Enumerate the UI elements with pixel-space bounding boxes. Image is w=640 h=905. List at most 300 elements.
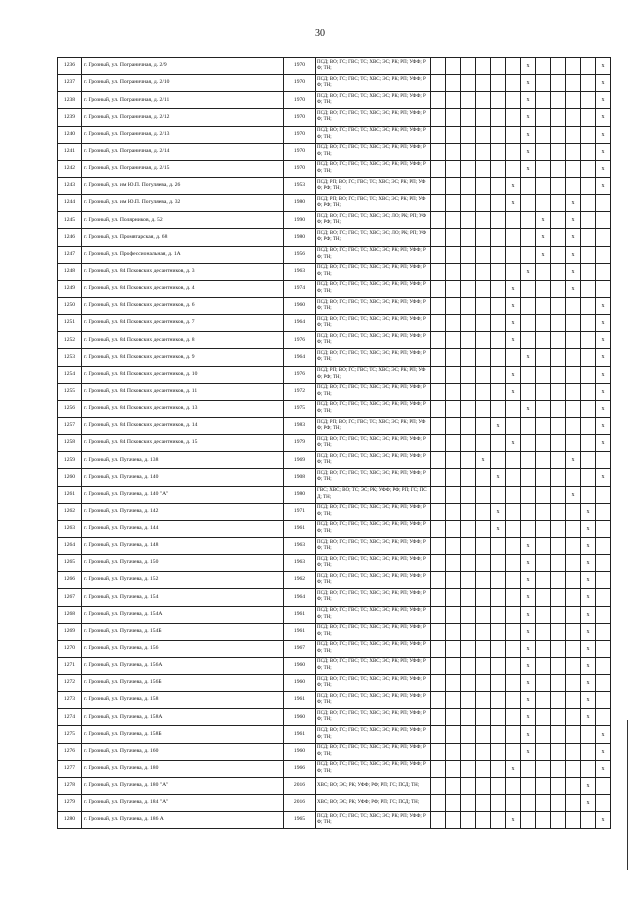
row-mark	[461, 349, 476, 366]
table-row	[58, 452, 611, 469]
row-mark	[446, 777, 461, 794]
row-mark	[476, 109, 491, 126]
row-number: 1236	[58, 58, 82, 75]
row-address: г. Грозный, ул. 84 Псковских десантников, д. 8	[82, 332, 284, 349]
row-mark	[476, 657, 491, 674]
row-mark	[506, 589, 521, 606]
table-row	[58, 795, 611, 812]
row-mark	[521, 417, 536, 434]
row-mark	[491, 58, 506, 75]
row-mark	[491, 126, 506, 143]
row-mark	[581, 92, 596, 109]
row-mark	[551, 795, 566, 812]
row-mark	[431, 692, 446, 709]
row-mark: x	[521, 572, 536, 589]
row-mark	[431, 606, 446, 623]
row-number: 1251	[58, 315, 82, 332]
row-address: г. Грозный, ул. Пугачева, д. 142	[82, 503, 284, 520]
row-address: г. Грозный, ул. 84 Псковских десантников, д. 14	[82, 417, 284, 434]
row-mark	[566, 760, 581, 777]
row-mark	[491, 452, 506, 469]
row-mark	[596, 246, 611, 263]
row-mark	[551, 417, 566, 434]
row-mark	[536, 109, 551, 126]
row-number: 1268	[58, 606, 82, 623]
row-mark	[551, 657, 566, 674]
row-year: 2016	[284, 795, 316, 812]
row-mark	[506, 777, 521, 794]
row-mark	[551, 486, 566, 503]
row-mark	[551, 92, 566, 109]
row-mark	[551, 743, 566, 760]
row-mark	[431, 246, 446, 263]
row-mark	[476, 58, 491, 75]
row-mark: x	[596, 177, 611, 194]
row-mark	[506, 452, 521, 469]
row-mark	[491, 435, 506, 452]
row-mark	[431, 555, 446, 572]
row-mark	[566, 777, 581, 794]
row-mark	[551, 777, 566, 794]
row-mark	[446, 75, 461, 92]
row-mark	[446, 58, 461, 75]
row-mark: x	[521, 143, 536, 160]
row-year: 1970	[284, 92, 316, 109]
row-mark	[521, 760, 536, 777]
row-address: г. Грозный, ул. Пугачева, д. 140	[82, 469, 284, 486]
row-mark	[476, 709, 491, 726]
row-mark	[461, 503, 476, 520]
row-mark	[566, 795, 581, 812]
row-mark	[431, 160, 446, 177]
row-year: 1961	[284, 623, 316, 640]
row-address: г. Грозный, ул. Пугачева, д. 156Б	[82, 675, 284, 692]
row-mark	[536, 486, 551, 503]
table-row	[58, 332, 611, 349]
row-mark	[491, 75, 506, 92]
row-mark: x	[566, 263, 581, 280]
row-mark	[461, 520, 476, 537]
row-mark	[476, 777, 491, 794]
row-mark	[446, 195, 461, 212]
row-systems: ПСД; ВО; ГС; ГВС; ТС; ХВС; ЭС; РК; РП; УФФ; РФ; ТН;	[316, 726, 431, 743]
row-mark	[431, 760, 446, 777]
row-mark: x	[476, 452, 491, 469]
row-mark	[431, 503, 446, 520]
row-mark	[581, 435, 596, 452]
row-mark: x	[491, 469, 506, 486]
row-mark	[551, 315, 566, 332]
row-mark	[476, 435, 491, 452]
row-mark	[566, 177, 581, 194]
row-mark	[491, 92, 506, 109]
row-mark	[431, 58, 446, 75]
row-mark	[596, 212, 611, 229]
row-mark: x	[506, 297, 521, 314]
row-mark	[461, 195, 476, 212]
row-mark	[506, 263, 521, 280]
row-mark	[596, 623, 611, 640]
row-systems: ПСД; ВО; ГС; ГВС; ТС; ХВС; ЭС; РК; РП; УФФ; РФ; ТН;	[316, 812, 431, 829]
row-mark	[461, 297, 476, 314]
table-row	[58, 640, 611, 657]
row-mark: x	[566, 486, 581, 503]
row-mark	[446, 143, 461, 160]
row-mark	[461, 486, 476, 503]
row-number: 1246	[58, 229, 82, 246]
row-mark	[566, 812, 581, 829]
row-mark	[461, 795, 476, 812]
row-mark	[476, 280, 491, 297]
row-mark	[506, 709, 521, 726]
row-year: 1960	[284, 675, 316, 692]
row-mark	[476, 143, 491, 160]
row-mark	[581, 246, 596, 263]
row-mark	[476, 795, 491, 812]
row-mark	[446, 675, 461, 692]
row-year: 1956	[284, 246, 316, 263]
row-address: г. Грозный, ул. Пугачева, д. 154А	[82, 606, 284, 623]
row-mark: x	[596, 366, 611, 383]
row-mark	[536, 657, 551, 674]
row-mark	[446, 692, 461, 709]
row-mark	[461, 229, 476, 246]
row-year: 1964	[284, 315, 316, 332]
row-mark: x	[566, 246, 581, 263]
row-mark	[551, 812, 566, 829]
row-number: 1254	[58, 366, 82, 383]
row-mark: x	[536, 212, 551, 229]
row-mark	[551, 383, 566, 400]
row-systems: ПСД; ВО; ГС; ГВС; ТС; ХВС; ЭС; РК; РП; УФФ; РФ; ТН;	[316, 452, 431, 469]
row-mark	[581, 452, 596, 469]
row-mark: x	[596, 435, 611, 452]
row-mark	[581, 126, 596, 143]
row-address: г. Грозный, ул. Пограничная, д. 2/14	[82, 143, 284, 160]
row-mark	[461, 469, 476, 486]
row-mark	[446, 366, 461, 383]
row-systems: ПСД; ВО; ГС; ГВС; ТС; ХВС; ЭС; РК; РП; УФФ; РФ; ТН;	[316, 400, 431, 417]
row-mark	[461, 58, 476, 75]
row-mark	[566, 143, 581, 160]
row-address: г. Грозный, ул. Пугачева, д. 158А	[82, 709, 284, 726]
row-mark	[491, 657, 506, 674]
row-mark: x	[581, 503, 596, 520]
row-mark	[506, 743, 521, 760]
row-mark	[521, 177, 536, 194]
row-mark	[506, 469, 521, 486]
row-mark	[566, 75, 581, 92]
row-number: 1258	[58, 435, 82, 452]
row-mark: x	[506, 315, 521, 332]
row-year: 1965	[284, 812, 316, 829]
row-mark	[596, 657, 611, 674]
row-mark	[566, 572, 581, 589]
row-mark	[566, 126, 581, 143]
row-number: 1245	[58, 212, 82, 229]
row-mark	[566, 297, 581, 314]
row-address: г. Грозный, ул. Пограничная, д. 2/15	[82, 160, 284, 177]
row-mark	[536, 812, 551, 829]
row-mark	[551, 177, 566, 194]
row-year: 1970	[284, 75, 316, 92]
row-mark: x	[596, 58, 611, 75]
row-mark	[446, 280, 461, 297]
row-mark	[521, 435, 536, 452]
row-systems: ПСД; ВО; ГС; ГВС; ТС; ХВС; ЭС; РК; РП; УФФ; РФ; ТН;	[316, 589, 431, 606]
row-mark	[566, 657, 581, 674]
row-mark	[491, 177, 506, 194]
row-address: г. Грозный, ул. им Ю.П. Погуляева, д. 32	[82, 195, 284, 212]
row-number: 1262	[58, 503, 82, 520]
row-mark	[521, 212, 536, 229]
row-mark	[596, 452, 611, 469]
row-number: 1270	[58, 640, 82, 657]
row-mark	[506, 692, 521, 709]
row-mark	[491, 760, 506, 777]
table-row	[58, 229, 611, 246]
row-mark	[551, 195, 566, 212]
row-mark	[476, 126, 491, 143]
row-mark: x	[581, 606, 596, 623]
row-mark: x	[521, 400, 536, 417]
row-mark	[431, 212, 446, 229]
row-number: 1280	[58, 812, 82, 829]
row-mark	[506, 58, 521, 75]
row-mark	[446, 555, 461, 572]
row-mark	[476, 726, 491, 743]
row-mark	[506, 75, 521, 92]
row-mark	[431, 417, 446, 434]
row-mark: x	[521, 555, 536, 572]
row-mark	[446, 589, 461, 606]
row-mark	[551, 400, 566, 417]
row-number: 1272	[58, 675, 82, 692]
row-number: 1265	[58, 555, 82, 572]
row-mark	[551, 143, 566, 160]
row-mark	[446, 263, 461, 280]
row-address: г. Грозный, ул. Пугачева, д. 152	[82, 572, 284, 589]
row-mark	[566, 469, 581, 486]
table-row	[58, 417, 611, 434]
row-mark	[446, 743, 461, 760]
row-mark	[461, 383, 476, 400]
row-mark	[506, 555, 521, 572]
table-row	[58, 486, 611, 503]
row-systems: ПСД; ВО; ГС; ГВС; ТС; ХВС; ЭС; РК; РП; УФФ; РФ; ТН;	[316, 469, 431, 486]
row-mark	[521, 469, 536, 486]
row-mark	[461, 555, 476, 572]
row-year: 1953	[284, 177, 316, 194]
row-address: г. Грозный, ул. 84 Псковских десантников, д. 11	[82, 383, 284, 400]
row-mark	[491, 332, 506, 349]
row-mark	[476, 246, 491, 263]
row-mark	[536, 760, 551, 777]
row-address: г. Грозный, ул. Пугачева, д. 180	[82, 760, 284, 777]
row-mark	[581, 349, 596, 366]
row-mark	[461, 263, 476, 280]
row-number: 1237	[58, 75, 82, 92]
row-mark	[536, 417, 551, 434]
row-mark	[461, 280, 476, 297]
row-mark	[461, 109, 476, 126]
row-mark	[446, 537, 461, 554]
row-systems: ПСД; ВО; ГС; ГВС; ТС; ХВС; ЭС; РК; РП; УФФ; РФ; ТН;	[316, 760, 431, 777]
row-address: г. Грозный, ул. Пограничная, д. 2/12	[82, 109, 284, 126]
table-row	[58, 297, 611, 314]
row-number: 1267	[58, 589, 82, 606]
row-year: 1974	[284, 280, 316, 297]
row-mark	[566, 366, 581, 383]
row-mark	[461, 589, 476, 606]
row-mark	[476, 555, 491, 572]
row-year: 1963	[284, 263, 316, 280]
row-year: 1962	[284, 572, 316, 589]
table-row	[58, 777, 611, 794]
row-mark: x	[581, 657, 596, 674]
row-mark	[446, 503, 461, 520]
row-mark: x	[521, 675, 536, 692]
row-mark	[491, 263, 506, 280]
row-mark	[476, 606, 491, 623]
row-year: 1990	[284, 212, 316, 229]
row-systems: ПСД; ВО; ГС; ГВС; ТС; ХВС; ЭС; РК; РП; УФФ; РФ; ТН;	[316, 349, 431, 366]
row-mark: x	[581, 640, 596, 657]
row-mark	[566, 435, 581, 452]
row-number: 1238	[58, 92, 82, 109]
row-mark	[431, 177, 446, 194]
row-mark	[506, 160, 521, 177]
row-mark	[551, 520, 566, 537]
row-year: 1964	[284, 589, 316, 606]
row-mark: x	[581, 572, 596, 589]
row-systems: ПСД; ВО; ГС; ГВС; ТС; ХВС; ЭС; РК; РП; УФФ; РФ; ТН;	[316, 572, 431, 589]
row-number: 1259	[58, 452, 82, 469]
table-row	[58, 709, 611, 726]
row-systems: ПСД; ВО; ГС; ГВС; ТС; ХВС; ЭС; РК; РП; УФФ; РФ; ТН;	[316, 160, 431, 177]
row-address: г. Грозный, ул. Пугачева, д. 186 А	[82, 812, 284, 829]
row-mark: x	[596, 160, 611, 177]
row-year: 1971	[284, 503, 316, 520]
row-mark	[476, 349, 491, 366]
row-number: 1255	[58, 383, 82, 400]
row-mark: x	[566, 452, 581, 469]
row-number: 1250	[58, 297, 82, 314]
row-mark	[551, 726, 566, 743]
row-systems: ПСД; РП; ВО; ГС; ГВС; ТС; ХВС; ЭС; РК; РП; УФФ; РФ; ТН;	[316, 195, 431, 212]
row-mark	[536, 435, 551, 452]
row-number: 1249	[58, 280, 82, 297]
row-mark	[461, 315, 476, 332]
row-mark	[506, 657, 521, 674]
row-year: 1980	[284, 486, 316, 503]
row-mark	[446, 126, 461, 143]
table-row	[58, 589, 611, 606]
row-mark	[431, 726, 446, 743]
table-row	[58, 812, 611, 829]
row-mark	[446, 657, 461, 674]
row-address: г. Грозный, ул. Пугачева, д. 154	[82, 589, 284, 606]
row-mark	[431, 812, 446, 829]
table-row	[58, 537, 611, 554]
row-mark	[596, 486, 611, 503]
row-mark	[536, 332, 551, 349]
row-mark	[551, 126, 566, 143]
row-mark	[476, 760, 491, 777]
table-row	[58, 58, 611, 75]
row-year: 1964	[284, 349, 316, 366]
register-table	[57, 57, 611, 829]
row-mark	[461, 777, 476, 794]
row-mark	[566, 109, 581, 126]
row-mark	[521, 246, 536, 263]
row-mark	[506, 246, 521, 263]
row-number: 1260	[58, 469, 82, 486]
row-mark	[521, 280, 536, 297]
row-mark	[581, 229, 596, 246]
row-address: г. Грозный, ул. Пограничная, д. 2/13	[82, 126, 284, 143]
row-address: г. Грозный, ул. Пограничная, д. 2/9	[82, 58, 284, 75]
table-row	[58, 366, 611, 383]
row-mark	[581, 263, 596, 280]
row-mark: x	[596, 349, 611, 366]
row-mark	[596, 520, 611, 537]
row-mark	[431, 297, 446, 314]
row-mark: x	[566, 280, 581, 297]
row-mark	[596, 229, 611, 246]
row-year: 1970	[284, 160, 316, 177]
row-mark	[446, 109, 461, 126]
row-mark	[581, 400, 596, 417]
table-row	[58, 280, 611, 297]
row-mark	[506, 640, 521, 657]
row-mark: x	[506, 332, 521, 349]
row-year: 1966	[284, 760, 316, 777]
row-mark: x	[521, 58, 536, 75]
row-mark	[461, 92, 476, 109]
row-mark: x	[491, 520, 506, 537]
row-mark	[446, 229, 461, 246]
row-number: 1247	[58, 246, 82, 263]
row-mark	[446, 297, 461, 314]
row-mark	[551, 263, 566, 280]
row-mark	[536, 743, 551, 760]
row-mark	[491, 195, 506, 212]
row-mark	[431, 657, 446, 674]
row-mark	[461, 640, 476, 657]
row-mark	[491, 143, 506, 160]
row-address: г. Грозный, ул. Пугачева, д. 144	[82, 520, 284, 537]
row-mark	[551, 537, 566, 554]
row-mark: x	[596, 743, 611, 760]
row-mark	[461, 726, 476, 743]
row-mark	[551, 435, 566, 452]
row-systems: ПСД; ВО; ГС; ГВС; ТС; ХВС; ЭС; РК; РП; УФФ; РФ; ТН;	[316, 315, 431, 332]
row-mark	[581, 75, 596, 92]
table-row	[58, 263, 611, 280]
row-mark	[581, 212, 596, 229]
row-mark	[446, 623, 461, 640]
row-mark	[506, 486, 521, 503]
row-mark	[491, 160, 506, 177]
row-address: г. Грозный, ул. Пугачева, д. 158	[82, 692, 284, 709]
row-number: 1257	[58, 417, 82, 434]
row-mark	[461, 177, 476, 194]
row-mark	[506, 92, 521, 109]
row-mark	[446, 486, 461, 503]
row-mark: x	[521, 589, 536, 606]
row-mark	[536, 143, 551, 160]
